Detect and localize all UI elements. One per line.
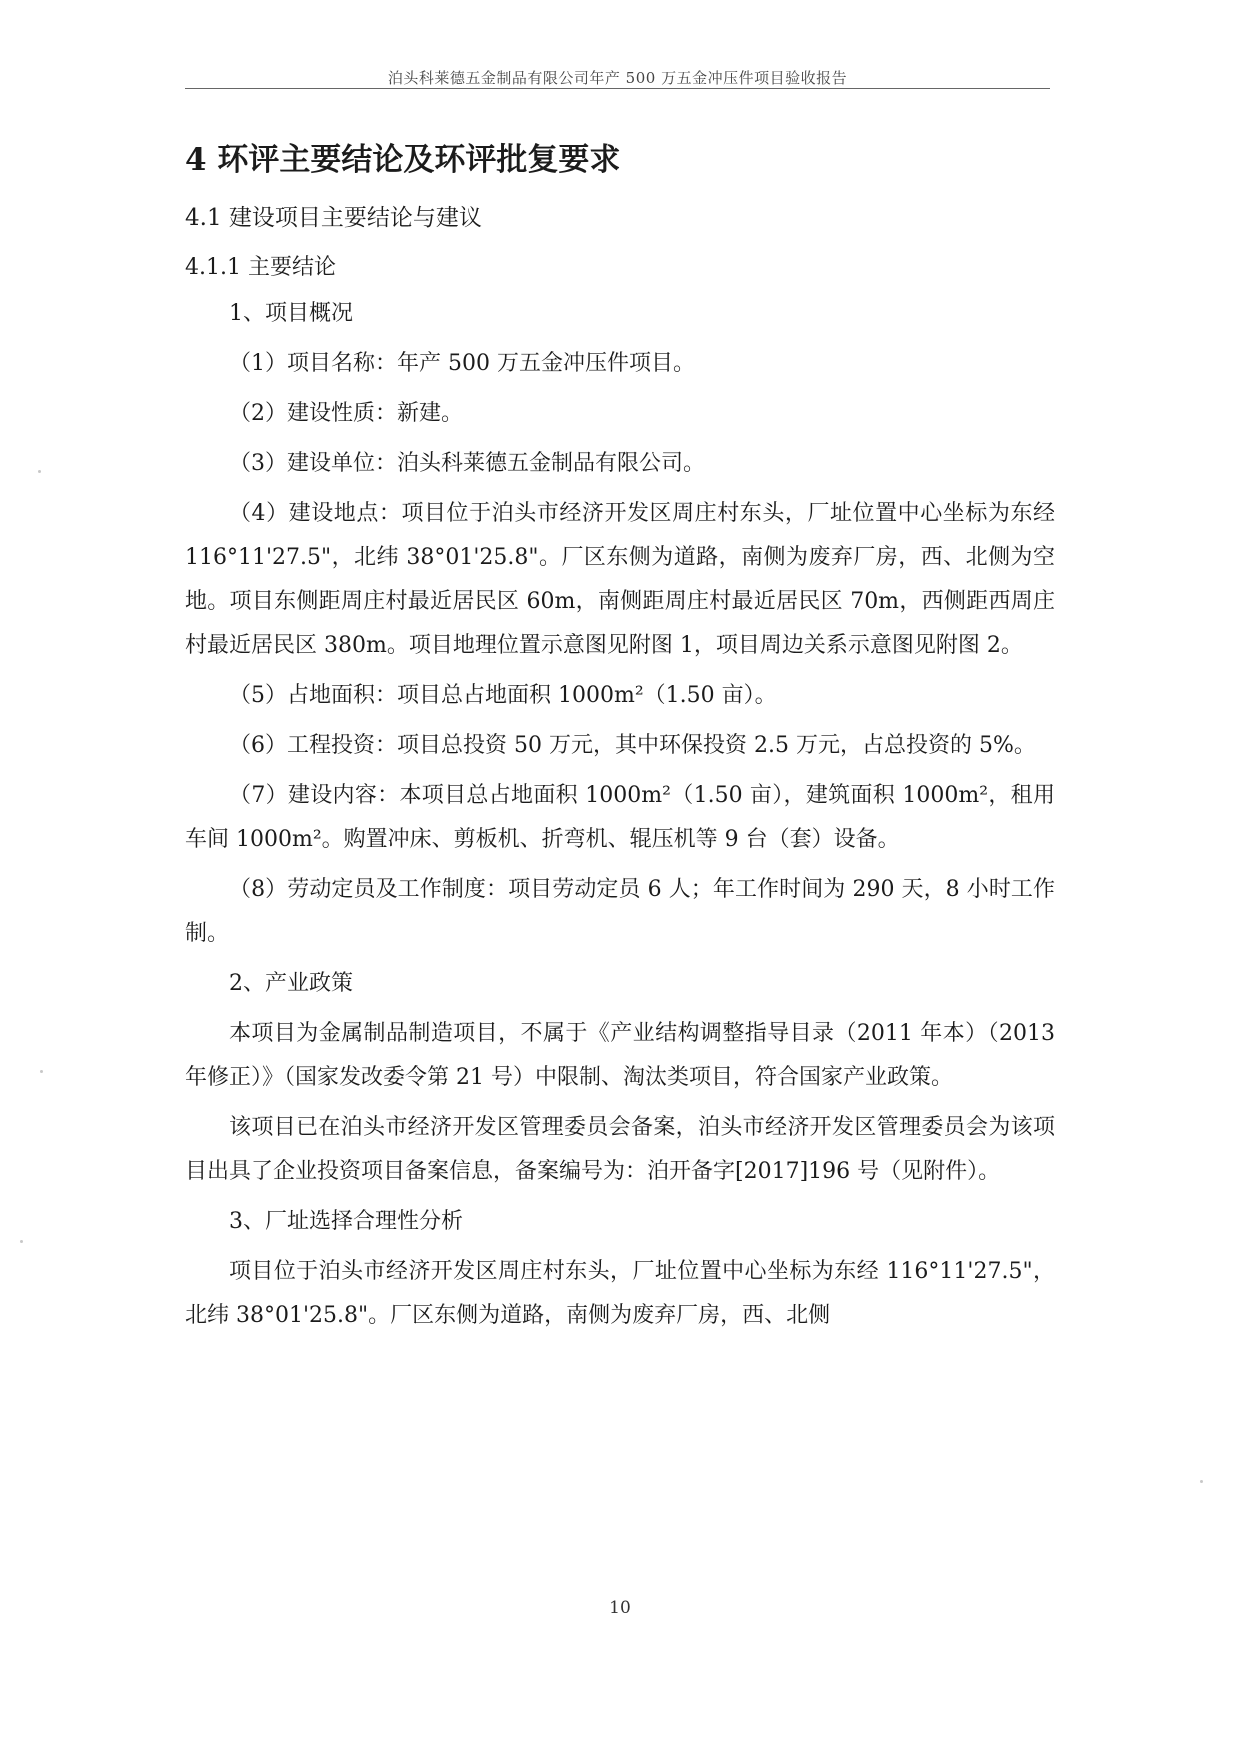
section-heading: 4.1 建设项目主要结论与建议 <box>185 205 482 231</box>
paragraph-construction-content: （7）建设内容：本项目总占地面积 1000m²（1.50 亩），建筑面积 1000m²，租用车间 1000m²。购置冲床、剪板机、折弯机、辊压机等 9 台（套）设备。 <box>185 783 1055 852</box>
scan-speck <box>38 470 41 473</box>
chapter-heading: 4 环评主要结论及环评批复要求 <box>185 142 621 178</box>
paragraph-construction-site: （4）建设地点：项目位于泊头市经济开发区周庄村东头，厂址位置中心坐标为东经 116°11'27.5"，北纬 38°01'25.8"。厂区东侧为道路，南侧为废弃厂房，西、北侧为空地。项目东侧距周庄村最近居民区 60m，南侧距周庄村最近居民区 70m，西侧距西周庄村最近居民区 380m。项目地理位置示意图见附图 1，项目周边关系示意图见附图 2。 <box>185 501 1055 658</box>
scan-speck <box>40 1070 43 1073</box>
paragraph-site-selection: 项目位于泊头市经济开发区周庄村东头，厂址位置中心坐标为东经 116°11'27.5"，北纬 38°01'25.8"。厂区东侧为道路，南侧为废弃厂房，西、北侧 <box>185 1259 1055 1328</box>
paragraph-project-overview-title: 1、项目概况 <box>229 301 353 326</box>
paragraph-construction-nature: （2）建设性质：新建。 <box>229 401 463 426</box>
header-divider <box>185 88 1050 89</box>
scan-speck <box>20 1240 23 1243</box>
main-content <box>185 140 1055 1344</box>
paragraph-staffing: （8）劳动定员及工作制度：项目劳动定员 6 人；年工作时间为 290 天，8 小时工作制。 <box>185 877 1055 946</box>
paragraph-industrial-policy-title: 2、产业政策 <box>229 971 353 996</box>
paragraph-construction-unit: （3）建设单位：泊头科莱德五金制品有限公司。 <box>229 451 705 476</box>
paragraph-industrial-policy: 本项目为金属制品制造项目，不属于《产业结构调整指导目录（2011 年本）（2013 年修正）》（国家发改委令第 21 号）中限制、淘汰类项目，符合国家产业政策。 <box>185 1021 1055 1090</box>
paragraph-project-name: （1）项目名称：年产 500 万五金冲压件项目。 <box>229 351 695 376</box>
paragraph-site-selection-title: 3、厂址选择合理性分析 <box>229 1209 463 1234</box>
paragraph-registration: 该项目已在泊头市经济开发区管理委员会备案，泊头市经济开发区管理委员会为该项目出具了企业投资项目备案信息，备案编号为：泊开备字[2017]196 号（见附件）。 <box>185 1115 1055 1184</box>
scan-speck <box>1200 1480 1203 1483</box>
subsection-heading: 4.1.1 主要结论 <box>185 255 336 280</box>
running-header: 泊头科莱德五金制品有限公司年产 500 万五金冲压件项目验收报告 <box>387 69 848 87</box>
paragraph-land-area: （5）占地面积：项目总占地面积 1000m²（1.50 亩）。 <box>229 683 777 708</box>
page-number: 10 <box>609 1598 631 1618</box>
paragraph-investment: （6）工程投资：项目总投资 50 万元，其中环保投资 2.5 万元，占总投资的 5%。 <box>229 733 1036 758</box>
